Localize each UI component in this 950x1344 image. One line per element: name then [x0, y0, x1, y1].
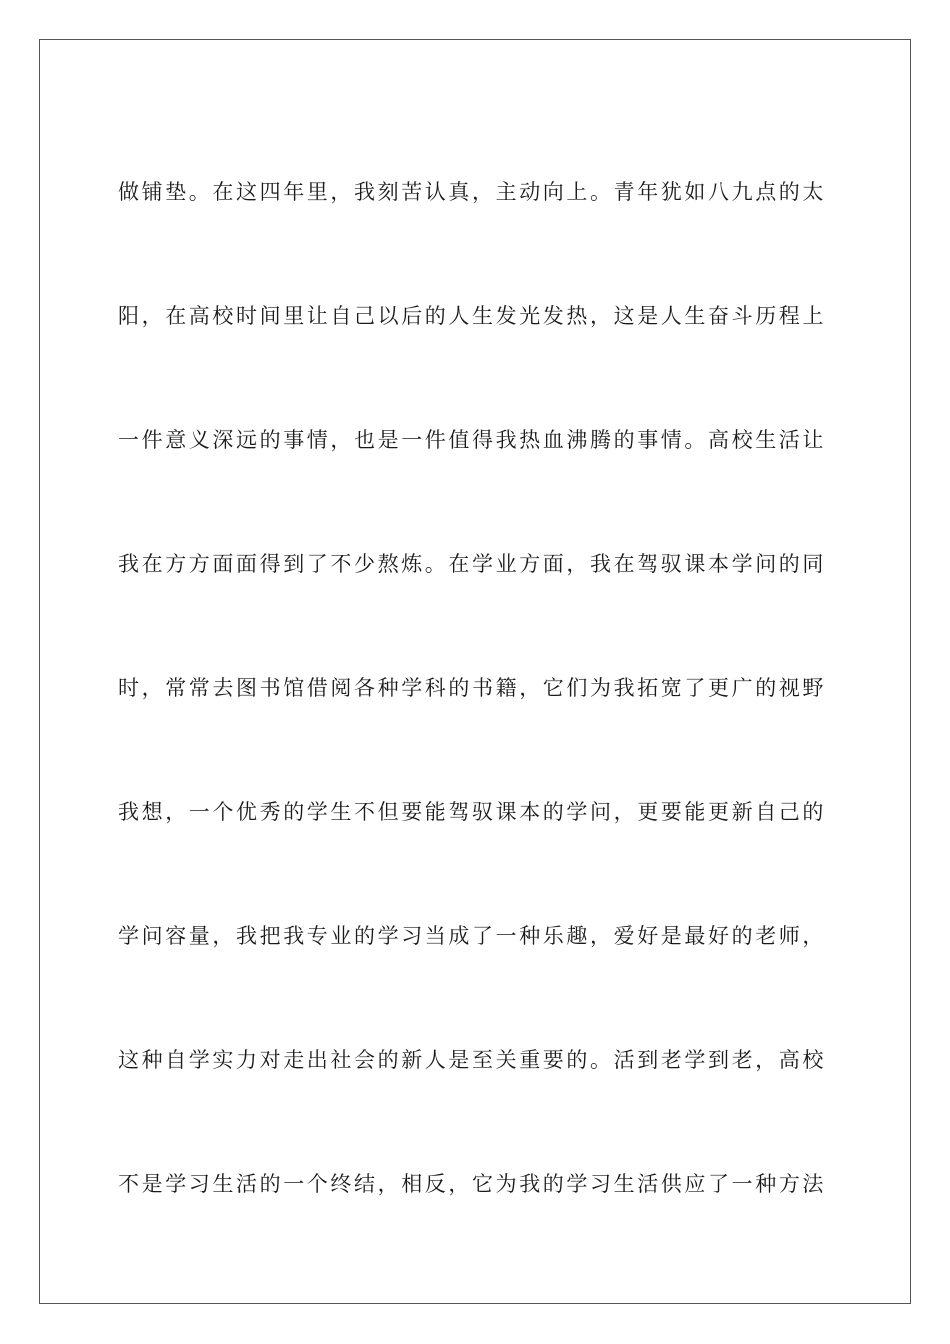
document-body	[118, 170, 878, 1286]
text-line-9: 不是学习生活的一个终结，相反，它为我的学习生活供应了一种方法	[118, 1172, 826, 1196]
text-line-4: 我在方方面面得到了不少熬炼。在学业方面，我在驾驭课本学问的同	[118, 552, 826, 576]
text-line-2: 阳，在高校时间里让自己以后的人生发光发热，这是人生奋斗历程上	[118, 304, 826, 328]
text-line-6: 我想，一个优秀的学生不但要能驾驭课本的学问，更要能更新自己的	[118, 800, 826, 824]
page-frame	[39, 39, 911, 1304]
text-line-7: 学问容量，我把我专业的学习当成了一种乐趣，爱好是最好的老师，	[118, 924, 826, 948]
text-line-1: 做铺垫。在这四年里，我刻苦认真，主动向上。青年犹如八九点的太	[118, 180, 826, 204]
text-line-5: 时，常常去图书馆借阅各种学科的书籍，它们为我拓宽了更广的视野	[118, 676, 826, 700]
text-line-8: 这种自学实力对走出社会的新人是至关重要的。活到老学到老，高校	[118, 1048, 826, 1072]
text-line-3: 一件意义深远的事情，也是一件值得我热血沸腾的事情。高校生活让	[118, 428, 826, 452]
